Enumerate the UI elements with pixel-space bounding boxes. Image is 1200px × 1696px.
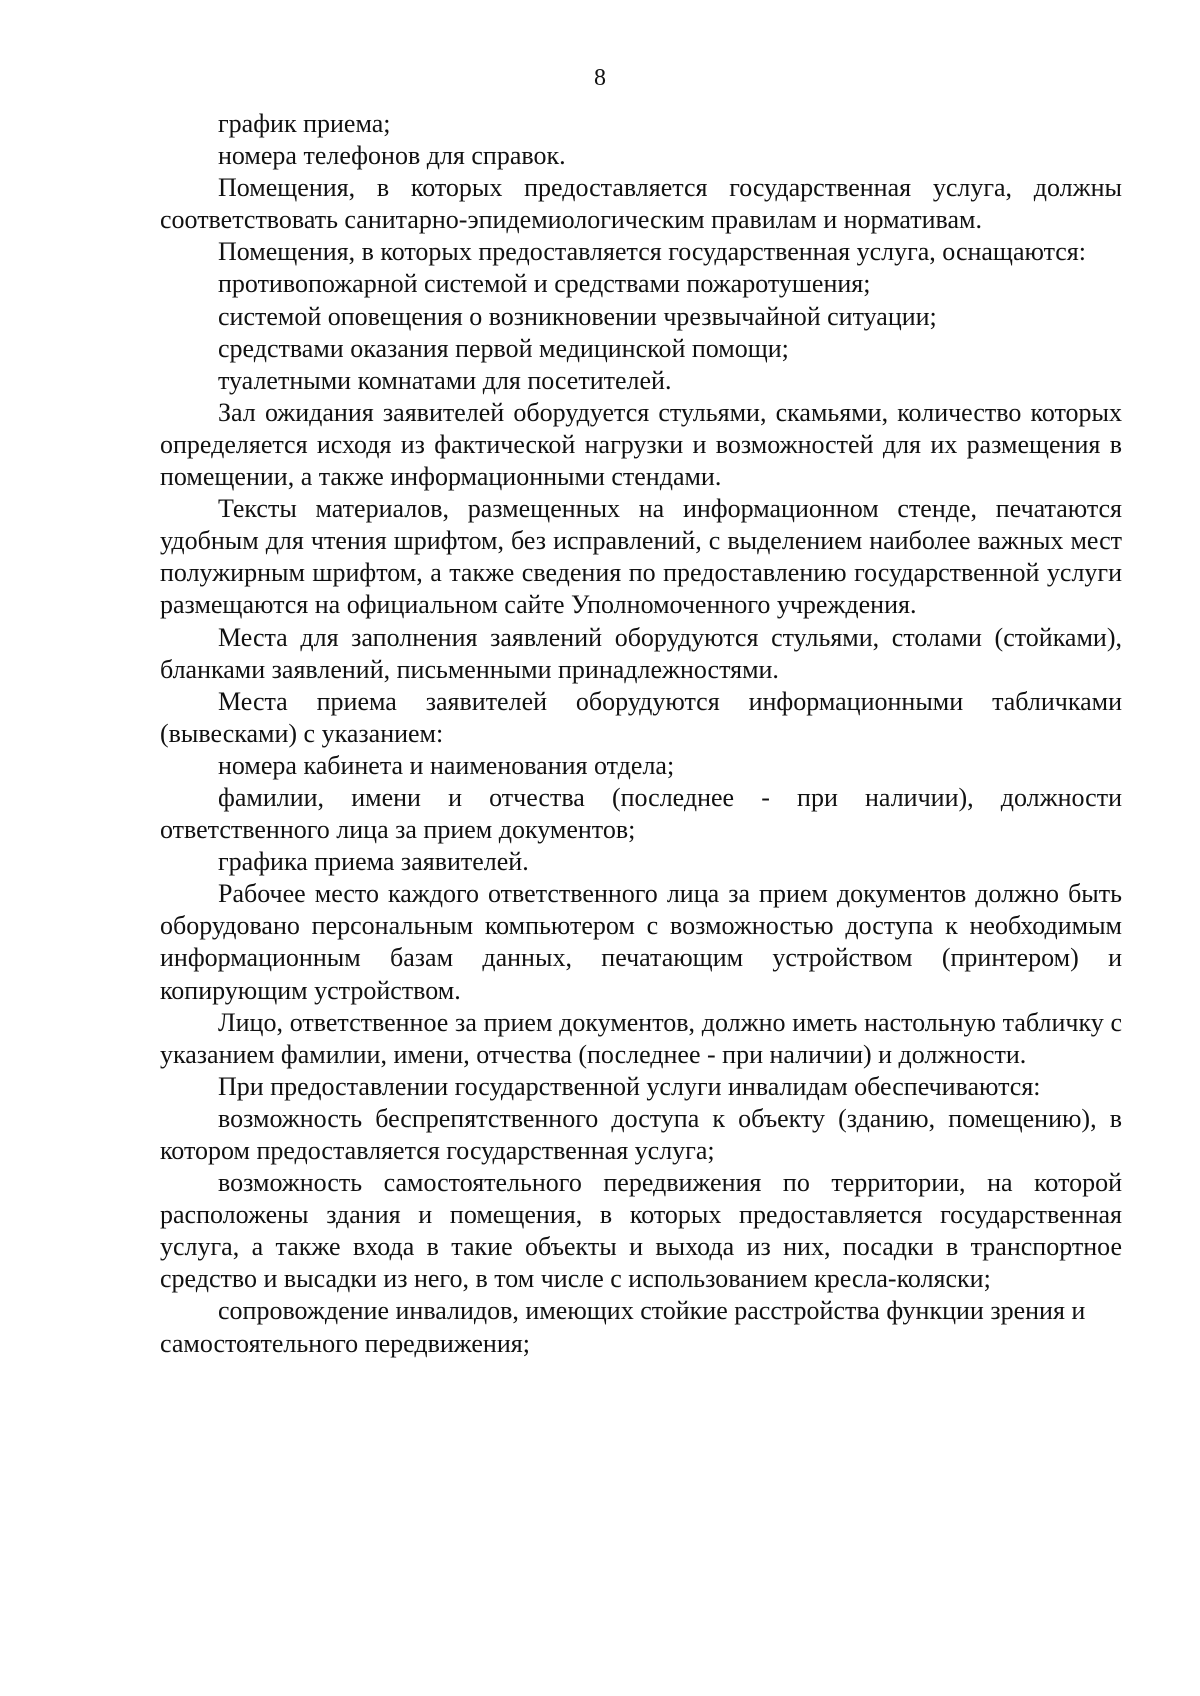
paragraph: Зал ожидания заявителей оборудуется стульями, скамьями, количество которых определяется исходя из фактической нагрузки и возможностей для их размещения в помещении, а также информационными стендами.: [160, 397, 1122, 492]
paragraph: При предоставлении государственной услуги инвалидам обеспечиваются:: [218, 1071, 1041, 1101]
paragraph: Рабочее место каждого ответственного лица за прием документов должно быть оборудовано персональным компьютером с возможностью доступа к необходимым информационным базам данных, печатающим устройством (принтером) и копирующим устройством.: [160, 879, 1122, 1005]
page-number: 8: [594, 65, 606, 91]
paragraph: системой оповещения о возникновении чрезвычайной ситуации;: [218, 301, 937, 331]
paragraph: туалетными комнатами для посетителей.: [218, 365, 672, 395]
paragraph: номера телефонов для справок.: [218, 141, 566, 171]
paragraph: Места приема заявителей оборудуются информационными табличками (вывесками) с указанием:: [160, 686, 1122, 748]
paragraph: сопровождение инвалидов, имеющих стойкие расстройства функции зрения и самостоятельного передвижения;: [160, 1296, 1086, 1358]
paragraph: Тексты материалов, размещенных на информационном стенде, печатаются удобным для чтения шрифтом, без исправлений, с выделением наиболее важных мест полужирным шрифтом, а также сведения по предоставлению государственной услуги размещаются на официальном сайте Уполномоченного учреждения.: [160, 494, 1122, 620]
paragraph: Лицо, ответственное за прием документов, должно иметь настольную табличку с указанием фамилии, имени, отчества (последнее - при наличии) и должности.: [160, 1007, 1122, 1069]
paragraph: противопожарной системой и средствами пожаротушения;: [218, 269, 871, 299]
paragraph: графика приема заявителей.: [218, 847, 529, 877]
paragraph: Места для заполнения заявлений оборудуются стульями, столами (стойками), бланками заявлений, письменными принадлежностями.: [160, 622, 1122, 684]
document-body: [160, 108, 1122, 1360]
paragraph: график приема;: [218, 109, 391, 138]
paragraph: Помещения, в которых предоставляется государственная услуга, оснащаются:: [218, 237, 1086, 267]
paragraph: фамилии, имени и отчества (последнее - при наличии), должности ответственного лица за прием документов;: [160, 782, 1122, 845]
paragraph: Помещения, в которых предоставляется государственная услуга, должны соответствовать санитарно-эпидемиологическим правилам и нормативам.: [160, 173, 1122, 235]
paragraph: средствами оказания первой медицинской помощи;: [218, 333, 789, 363]
paragraph: номера кабинета и наименования отдела;: [218, 750, 675, 780]
paragraph: возможность беспрепятственного доступа к объекту (зданию, помещению), в котором предоставляется государственная услуга;: [160, 1103, 1122, 1165]
paragraph: возможность самостоятельного передвижения по территории, на которой расположены здания и помещения, в которых предоставляется государственная услуга, а также входа в такие объекты и выхода из них, посадки в транспортное средство и высадки из него, в том числе с использованием кресла-коляски;: [160, 1168, 1122, 1294]
